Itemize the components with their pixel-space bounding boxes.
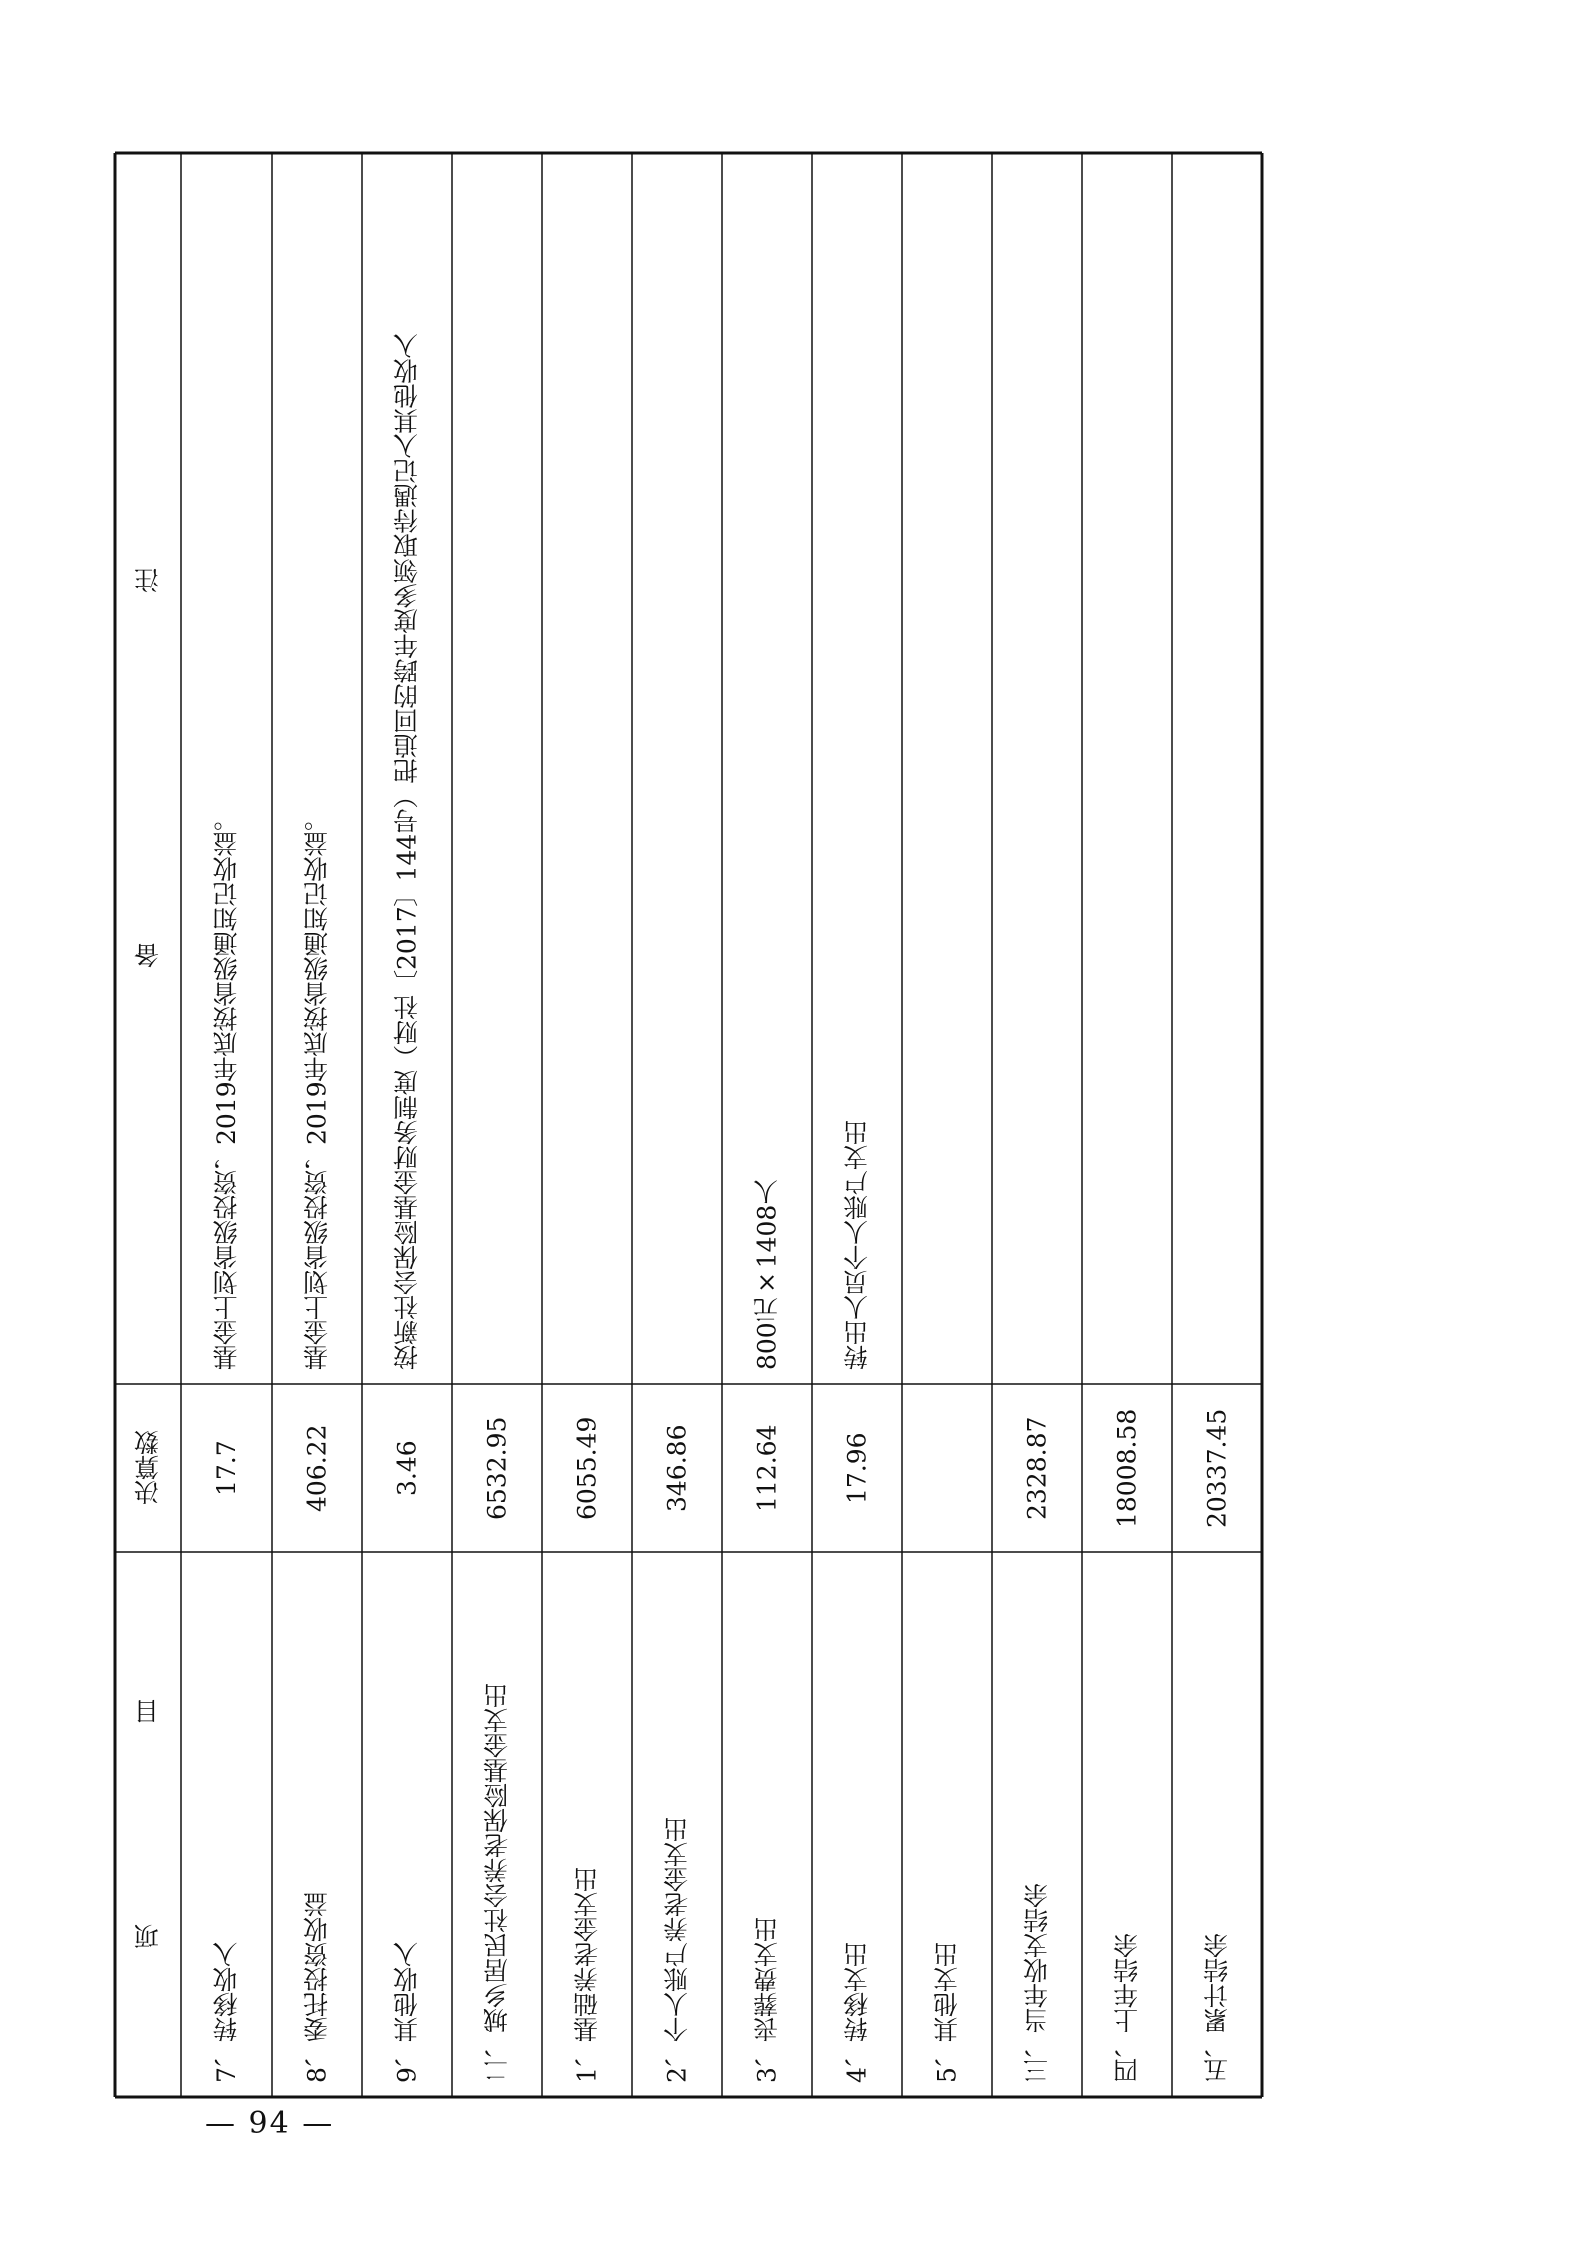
row-item-label: 五、累计结余 bbox=[1202, 1933, 1232, 2083]
row-item-label: 5、其他支出 bbox=[932, 1942, 962, 2083]
row-remark bbox=[1083, 167, 1171, 1370]
row-item-label: 三、当年收支结余 bbox=[1022, 1883, 1052, 2083]
row-remark: 800元×1408人 bbox=[752, 1179, 782, 1370]
row-remark: 基金上划省级投资，2019年底按省级通知记收益。 bbox=[302, 806, 332, 1370]
row-amount: 406.22 bbox=[302, 1424, 332, 1512]
row-item-label: 二、城乡居民社会养老保险基金支出 bbox=[482, 1683, 512, 2083]
row-item-label: 四、上年结余 bbox=[1112, 1933, 1142, 2083]
page-number: — 94 — bbox=[205, 2106, 335, 2141]
header-item: 项 目 bbox=[133, 1699, 163, 1950]
row-remark bbox=[543, 167, 631, 1370]
row-amount: 112.64 bbox=[752, 1424, 782, 1512]
row-item-label: 8、委托投资收益 bbox=[302, 1892, 332, 2083]
row-item-label: 2、个人账户养老金支出 bbox=[662, 1817, 692, 2083]
row-amount: 17.7 bbox=[212, 1440, 241, 1496]
row-item-label: 9、其他收入 bbox=[392, 1942, 422, 2083]
row-remark: 转出人员个人账户支出 bbox=[842, 1120, 872, 1370]
row-remark bbox=[453, 167, 541, 1370]
header-remark: 备 注 bbox=[133, 568, 163, 969]
row-remark bbox=[993, 167, 1081, 1370]
row-item-label: 7、转移收入 bbox=[212, 1942, 241, 2083]
row-remark bbox=[1173, 167, 1261, 1370]
row-remark bbox=[903, 167, 991, 1370]
row-remark: 基金上划省级投资，2019年底按省级通知记收益。 bbox=[212, 806, 241, 1370]
row-amount bbox=[903, 1394, 991, 1542]
row-item-label: 3、丧葬费支出 bbox=[752, 1917, 782, 2083]
row-item-label: 4、转移支出 bbox=[842, 1942, 872, 2083]
row-amount: 6532.95 bbox=[482, 1416, 512, 1520]
row-amount: 17.96 bbox=[842, 1432, 872, 1504]
row-amount: 20337.45 bbox=[1202, 1408, 1232, 1528]
row-remark: 按新社会保险基金财务制度（财社〔2017〕144号）把追回的跨年度多领取待遇记入其他收入 bbox=[392, 333, 422, 1370]
row-item-label: 1、基础养老金支出 bbox=[572, 1867, 602, 2083]
row-amount: 3.46 bbox=[392, 1440, 422, 1496]
header-amount: 决算数 bbox=[133, 1430, 163, 1506]
row-amount: 18008.58 bbox=[1112, 1408, 1142, 1528]
row-remark bbox=[633, 167, 721, 1370]
row-amount: 346.86 bbox=[662, 1424, 692, 1512]
row-amount: 6055.49 bbox=[572, 1416, 602, 1520]
row-amount: 2328.87 bbox=[1022, 1416, 1052, 1520]
